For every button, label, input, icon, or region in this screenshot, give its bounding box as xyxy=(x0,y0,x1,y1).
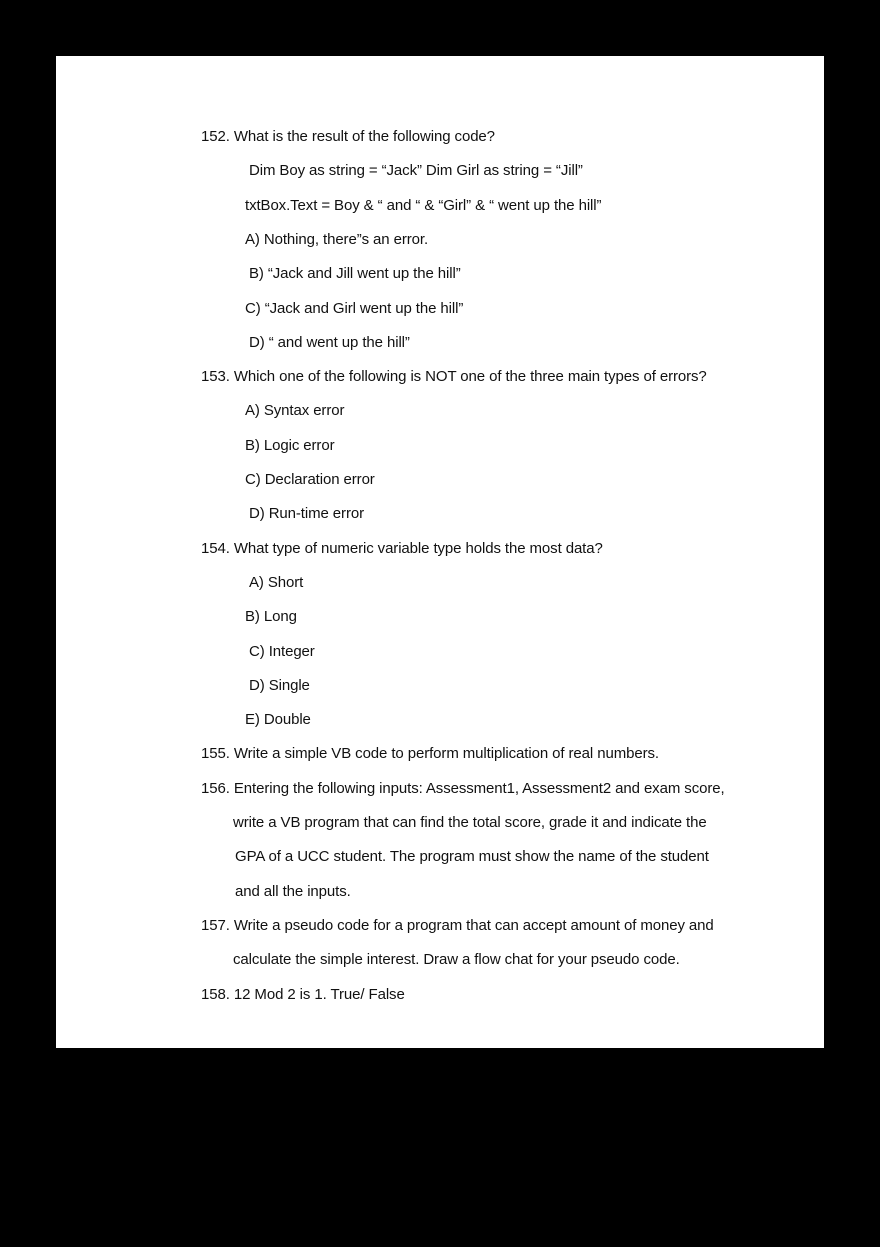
question-number: 154. xyxy=(201,540,230,557)
option-154-c: C) Integer xyxy=(249,643,315,660)
option-154-a: A) Short xyxy=(249,574,304,591)
question-number: 156. xyxy=(201,780,230,797)
question-number: 158. xyxy=(201,986,230,1003)
question-155 xyxy=(201,745,659,763)
question-156-line-2: write a VB program that can find the total score, grade it and indicate the xyxy=(233,814,707,831)
question-text: Write a pseudo code for a program that can accept amount of money and xyxy=(233,917,714,934)
question-text: What type of numeric variable type holds the most data? xyxy=(233,540,603,557)
question-text: 12 Mod 2 is 1. True/ False xyxy=(233,986,405,1003)
option-154-b: B) Long xyxy=(245,608,297,625)
code-line-2: txtBox.Text = Boy & “ and “ & “Girl” & “ went up the hill” xyxy=(245,197,602,214)
question-156-line-4: and all the inputs. xyxy=(235,883,351,900)
question-number: 155. xyxy=(201,745,230,762)
option-153-b: B) Logic error xyxy=(245,437,335,454)
question-text: What is the result of the following code? xyxy=(233,128,495,145)
option-152-b: B) “Jack and Jill went up the hill” xyxy=(249,265,461,282)
question-number: 157. xyxy=(201,917,230,934)
option-152-d: D) “ and went up the hill” xyxy=(249,334,410,351)
option-153-d: D) Run-time error xyxy=(249,505,364,522)
document-page xyxy=(56,56,824,1048)
question-156 xyxy=(201,780,725,798)
question-157-line-2: calculate the simple interest. Draw a flow chat for your pseudo code. xyxy=(233,951,680,968)
option-153-c: C) Declaration error xyxy=(245,471,375,488)
option-153-a: A) Syntax error xyxy=(245,402,345,419)
question-text: Write a simple VB code to perform multiplication of real numbers. xyxy=(233,745,659,762)
option-154-e: E) Double xyxy=(245,711,311,728)
question-152 xyxy=(201,128,495,146)
option-152-a: A) Nothing, there”s an error. xyxy=(245,231,429,248)
question-text: Entering the following inputs: Assessment1, Assessment2 and exam score, xyxy=(233,780,725,797)
question-154 xyxy=(201,540,603,558)
code-line-1: Dim Boy as string = “Jack” Dim Girl as string = “Jill” xyxy=(249,162,583,179)
question-157 xyxy=(201,917,714,935)
question-153 xyxy=(201,368,707,386)
question-number: 152. xyxy=(201,128,230,145)
question-text: Which one of the following is NOT one of the three main types of errors? xyxy=(233,368,707,385)
option-154-d: D) Single xyxy=(249,677,310,694)
option-152-c: C) “Jack and Girl went up the hill” xyxy=(245,300,464,317)
question-158 xyxy=(201,986,405,1004)
question-156-line-3: GPA of a UCC student. The program must show the name of the student xyxy=(235,848,709,865)
question-number: 153. xyxy=(201,368,230,385)
